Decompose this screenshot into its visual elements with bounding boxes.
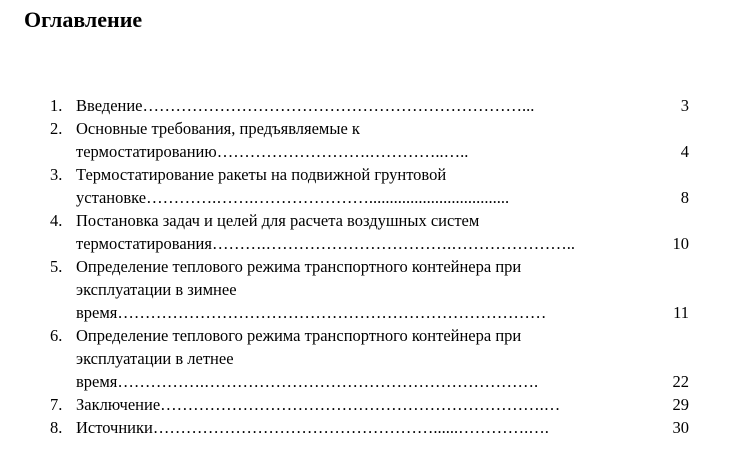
toc-leader-dots: ……….…………………………….………………….. (211, 234, 575, 253)
toc-entry-title: термостатированию (76, 142, 217, 161)
toc-entry-1 (50, 94, 690, 117)
toc-entry-title-line: Постановка задач и целей для расчета воздушных систем (76, 211, 480, 230)
toc-entry-number: 4. (50, 211, 63, 230)
toc-page-number: 3 (680, 96, 689, 115)
toc-entry-3 (50, 163, 690, 209)
toc-entry-title-line: эксплуатации в летнее (76, 349, 234, 368)
toc-entry-last-line (76, 232, 689, 255)
toc-entry-last-line (76, 370, 689, 393)
toc-entry-title: Введение (76, 96, 143, 115)
toc-entry-number: 6. (50, 326, 63, 345)
toc-page-number: 4 (680, 142, 689, 161)
toc-entry-number: 2. (50, 119, 63, 138)
page-title: Оглавление (24, 7, 143, 32)
toc-entry-last-line (76, 140, 689, 163)
toc-entry-title: термостатирования (76, 234, 212, 253)
toc-entry-title: Источники (76, 418, 153, 437)
toc-leader-dots: …………………………………………………………….… (160, 395, 561, 414)
toc-entry-number: 3. (50, 165, 63, 184)
toc-entry-title: установке (76, 188, 147, 207)
toc-entry-title-line: Определение теплового режима транспортного контейнера при (76, 257, 522, 276)
toc-entry-last-line (76, 94, 689, 117)
toc-leader-dots: ……………………………………………......………….…. (152, 418, 549, 437)
toc-page-number: 11 (673, 303, 689, 322)
toc-entry-number: 8. (50, 418, 63, 437)
toc-leader-dots: …………………………………………………………………… (117, 303, 547, 322)
toc-entry-title: Заключение (76, 395, 161, 414)
toc-leader-dots: ………….…….………………….................................. (146, 188, 510, 207)
toc-entry-2 (50, 117, 690, 163)
toc-entry-number: 5. (50, 257, 63, 276)
toc-entry-title-line: Основные требования, предъявляемые к (76, 119, 360, 138)
toc-entry-last-line (76, 416, 689, 439)
toc-page-number: 8 (680, 188, 689, 207)
toc-leader-dots: ……………………………………………………………... (142, 96, 535, 115)
toc-entry-number: 1. (50, 96, 63, 115)
toc-entry-last-line (76, 301, 689, 324)
toc-leader-dots: …………….……………………………………………………. (117, 372, 539, 391)
toc-entry-7 (50, 393, 690, 416)
toc-entry-title-line: эксплуатации в зимнее (76, 280, 237, 299)
toc-page-number: 29 (672, 395, 689, 414)
toc-entry-6 (50, 324, 690, 393)
toc-page-number: 10 (672, 234, 689, 253)
toc-entry-number: 7. (50, 395, 63, 414)
toc-leader-dots: ……………………….…………..….. (216, 142, 469, 161)
toc-entry-title-line: Определение теплового режима транспортного контейнера при (76, 326, 522, 345)
table-of-contents (50, 94, 690, 439)
toc-page-number: 30 (672, 418, 689, 437)
toc-entry-title: время (76, 372, 118, 391)
toc-entry-last-line (76, 393, 689, 416)
toc-entry-5 (50, 255, 690, 324)
toc-entry-8 (50, 416, 690, 439)
toc-entry-title: время (76, 303, 118, 322)
toc-page-number: 22 (672, 372, 689, 391)
toc-entry-4 (50, 209, 690, 255)
toc-entry-last-line (76, 186, 689, 209)
toc-entry-title-line: Термостатирование ракеты на подвижной грунтовой (76, 165, 447, 184)
